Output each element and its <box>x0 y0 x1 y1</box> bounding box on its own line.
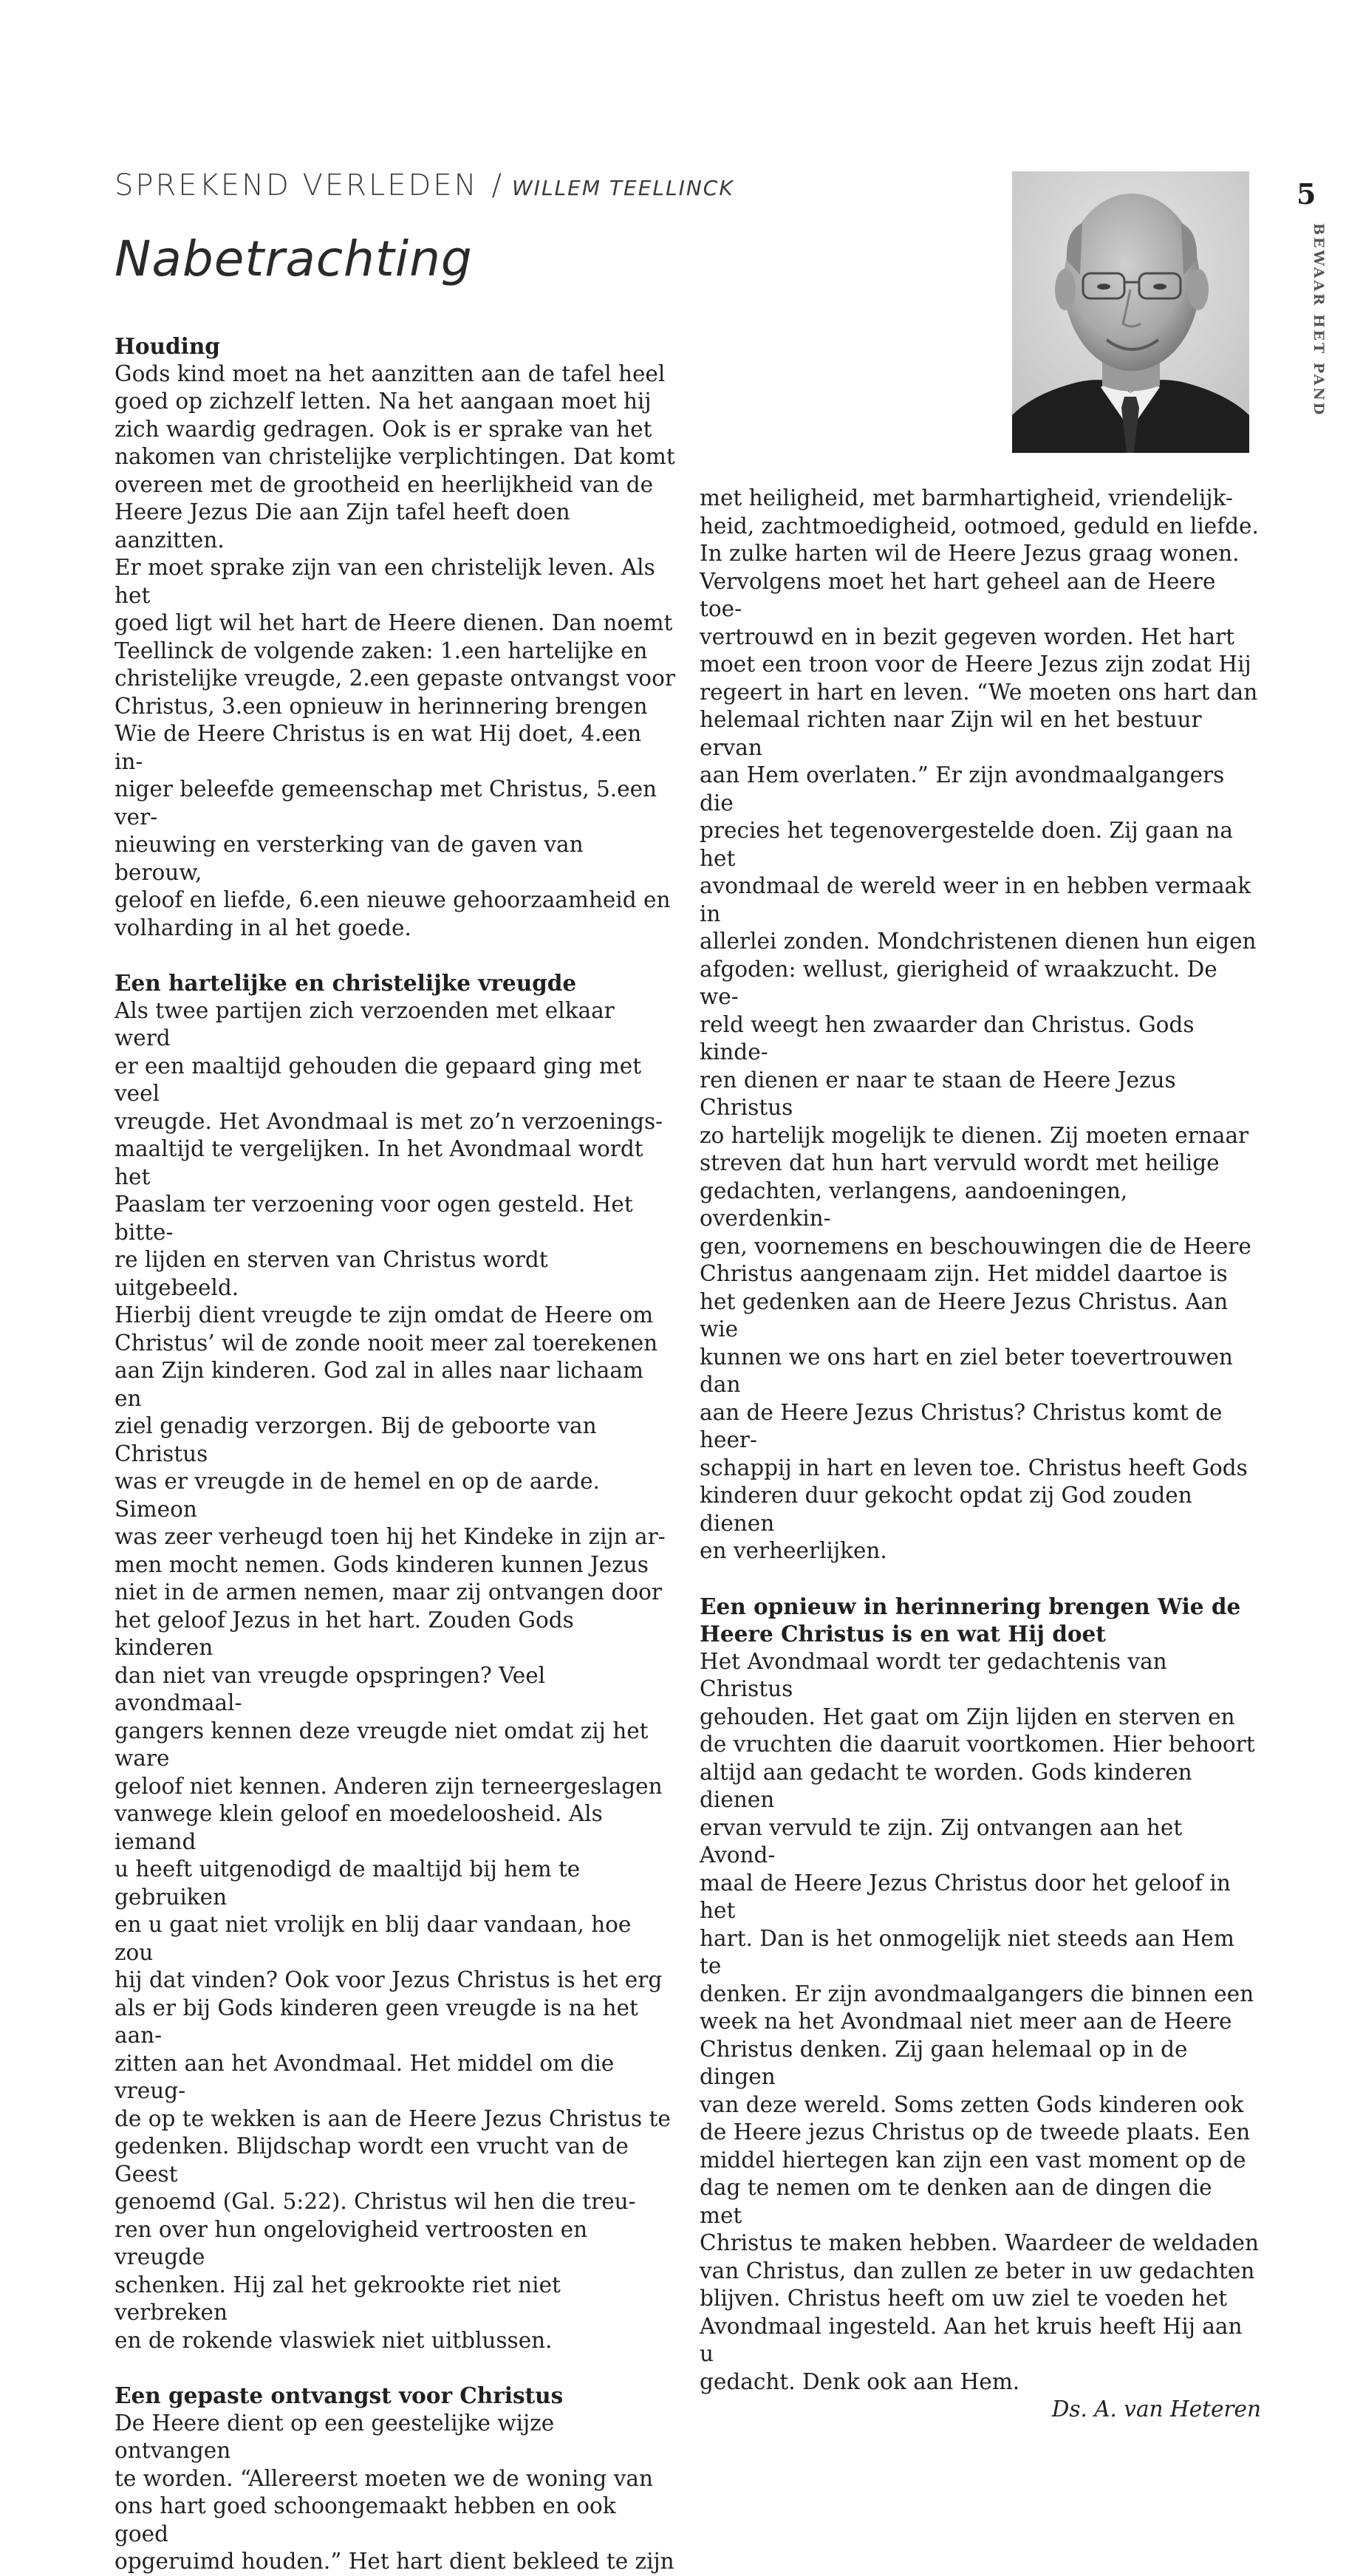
article-title: Nabetrachting <box>115 230 473 287</box>
running-header <box>115 168 734 202</box>
header-separator: / <box>491 168 502 202</box>
section-body-ontvangst-continued: met heiligheid, met barmhartigheid, vriendelijk- heid, zachtmoedigheid, ootmoed, geduld en liefde. In zulke harten wil de Heere Jezus graag wonen. Vervolgens moet het hart geheel aan de Heere toe- vertrouwd en in bezit gegeven worden. Het hart moet een troon voor de Heere Jezus zijn zodat Hij regeert in hart en leven. “We moeten ons hart dan helemaal richten naar Zijn wil en het bestuur ervan aan Hem overlaten.” Er zijn avondmaalgangers die precies het tegenovergestelde doen. Zij gaan na het avondmaal de wereld weer in en hebben vermaak in allerlei zonden. Mondchristenen dienen hun eigen afgoden: wellust, gierigheid of wraakzucht. De we- reld weegt hen zwaarder dan Christus. Gods kinde- ren dienen er naar te staan de Heere Jezus Christus zo hartelijk mogelijk te dienen. Zij moeten ernaar streven dat hun hart vervuld wordt met heilige gedachten, verlangens, aandoeningen, overdenkin- gen, voornemens en beschouwingen die de Heere Christus aangenaam zijn. Het middel daartoe is het gedenken aan de Heere Jezus Christus. Aan wie kunnen we ons hart en ziel beter toevertrouwen dan aan de Heere Jezus Christus? Christus komt de heer- schappij in hart en leven toe. Christus heeft Gods kinderen duur gekocht opdat zij God zouden dienen en verheerlijken. <box>700 485 1259 1563</box>
article-column-right <box>700 485 1261 2424</box>
subject-author: WILLEM TEELLINCK <box>512 176 734 200</box>
portrait-icon <box>1012 171 1249 453</box>
section-heading-houding: Houding <box>115 333 220 359</box>
section-body-herinnering: Het Avondmaal wordt ter gedachtenis van Christus gehouden. Het gaat om Zijn lijden en sterven en de vruchten die daaruit voortkomen. Hier behoort altijd aan gedacht te worden. Gods kinderen dienen ervan vervuld te zijn. Zij ontvangen aan het Avond- maal de Heere Jezus Christus door het geloof in het hart. Dan is het onmogelijk niet steeds aan Hem te denken. Er zijn avondmaalgangers die binnen een week na het Avondmaal niet meer aan de Heere Christus denken. Zij gaan helemaal op in de dingen van deze wereld. Soms zetten Gods kinderen ook de Heere jezus Christus op de tweede plaats. Een middel hiertegen kan zijn een vast moment op de dag te nemen om te denken aan de dingen die met Christus te maken hebben. Waardeer de weldaden van Christus, dan zullen ze beter in uw gedachten blijven. Christus heeft om uw ziel te voeden het Avondmaal ingesteld. Aan het kruis heeft Hij aan u gedacht. Denk ook aan Hem. <box>700 1648 1260 2394</box>
publication-name: BEWAAR HET PAND <box>1311 223 1327 417</box>
section-heading-herinnering: Een opnieuw in herinnering brengen Wie de Heere Christus is en wat Hij doet <box>700 1593 1241 1647</box>
section-heading-ontvangst: Een gepaste ontvangst voor Christus <box>115 2382 564 2408</box>
section-body-houding: Gods kind moet na het aanzitten aan de tafel heel goed op zichzelf letten. Na het aangaan moet hij zich waardig gedragen. Ook is er sprake van het nakomen van christelijke verplichtingen. Dat komt overeen met de grootheid en heerlijkheid van de Heere Jezus Die aan Zijn tafel heeft doen aanzitten. Er moet sprake zijn van een christelijk leven. Als het goed ligt wil het hart de Heere dienen. Dan noemt Teellinck de volgende zaken: 1.een hartelijke en christelijke vreugde, 2.een gepaste ontvangst voor Christus, 3.een opnieuw in herinnering brengen Wie de Heere Christus is en wat Hij doet, 4.een in- niger beleefde gemeenschap met Christus, 5.een ver- nieuwing en versterking van de gaven van berouw, geloof en liefde, 6.een nieuwe gehoorzaamheid en volharding in al het goede. <box>115 361 675 940</box>
section-body-vreugde: Als twee partijen zich verzoenden met elkaar werd er een maaltijd gehouden die gepaard ging met veel vreugde. Het Avondmaal is met zo’n verzoenings- maaltijd te vergelijken. In het Avondmaal wordt het Paaslam ter verzoening voor ogen gesteld. Het bitte- re lijden en sterven van Christus wordt uitgebeeld. Hierbij dient vreugde te zijn omdat de Heere om Christus’ wil de zonde nooit meer zal toerekenen aan Zijn kinderen. God zal in alles naar lichaam en ziel genadig verzorgen. Bij de geboorte van Christus was er vreugde in de hemel en op de aarde. Simeon was zeer verheugd toen hij het Kindeke in zijn ar- men mocht nemen. Gods kinderen kunnen Jezus niet in de armen nemen, maar zij ontvangen door het geloof Jezus in het hart. Zouden Gods kinderen dan niet van vreugde opspringen? Veel avondmaal- gangers kennen deze vreugde niet omdat zij het ware geloof niet kennen. Anderen zijn terneergeslagen vanwege klein geloof en moedeloosheid. Als iemand u heeft uitgenodigd de maaltijd bij hem te gebruiken en u gaat niet vrolijk en blij daar vandaan, hoe zou hij dat vinden? Ook voor Jezus Christus is het erg als er bij Gods kinderen geen vreugde is na het aan- zitten aan het Avondmaal. Het middel om die vreug- de op te wekken is aan de Heere Jezus Christus te gedenken. Blijdschap wordt een vrucht van de Geest genoemd (Gal. 5:22). Christus wil hen die treu- ren over hun ongelovigheid vertroosten en vreugde schenken. Hij zal het gekrookte riet niet verbreken en de rokende vlaswiek niet uitblussen. <box>115 997 671 2353</box>
page-number: 5 <box>1297 177 1316 211</box>
section-label: SPREKEND VERLEDEN <box>115 168 479 202</box>
portrait-photo <box>1012 171 1249 453</box>
section-body-ontvangst: De Heere dient op een geestelijke wijze ontvangen te worden. “Allereerst moeten we de woning van ons hart goed schoongemaakt hebben en ook goed opgeruimd houden.” Het hart dient bekleed te zijn <box>115 2410 674 2574</box>
article-column-left <box>115 332 676 2576</box>
section-heading-vreugde: Een hartelijke en christelijke vreugde <box>115 970 577 996</box>
author-signature: Ds. A. van Heteren <box>1051 2396 1261 2422</box>
